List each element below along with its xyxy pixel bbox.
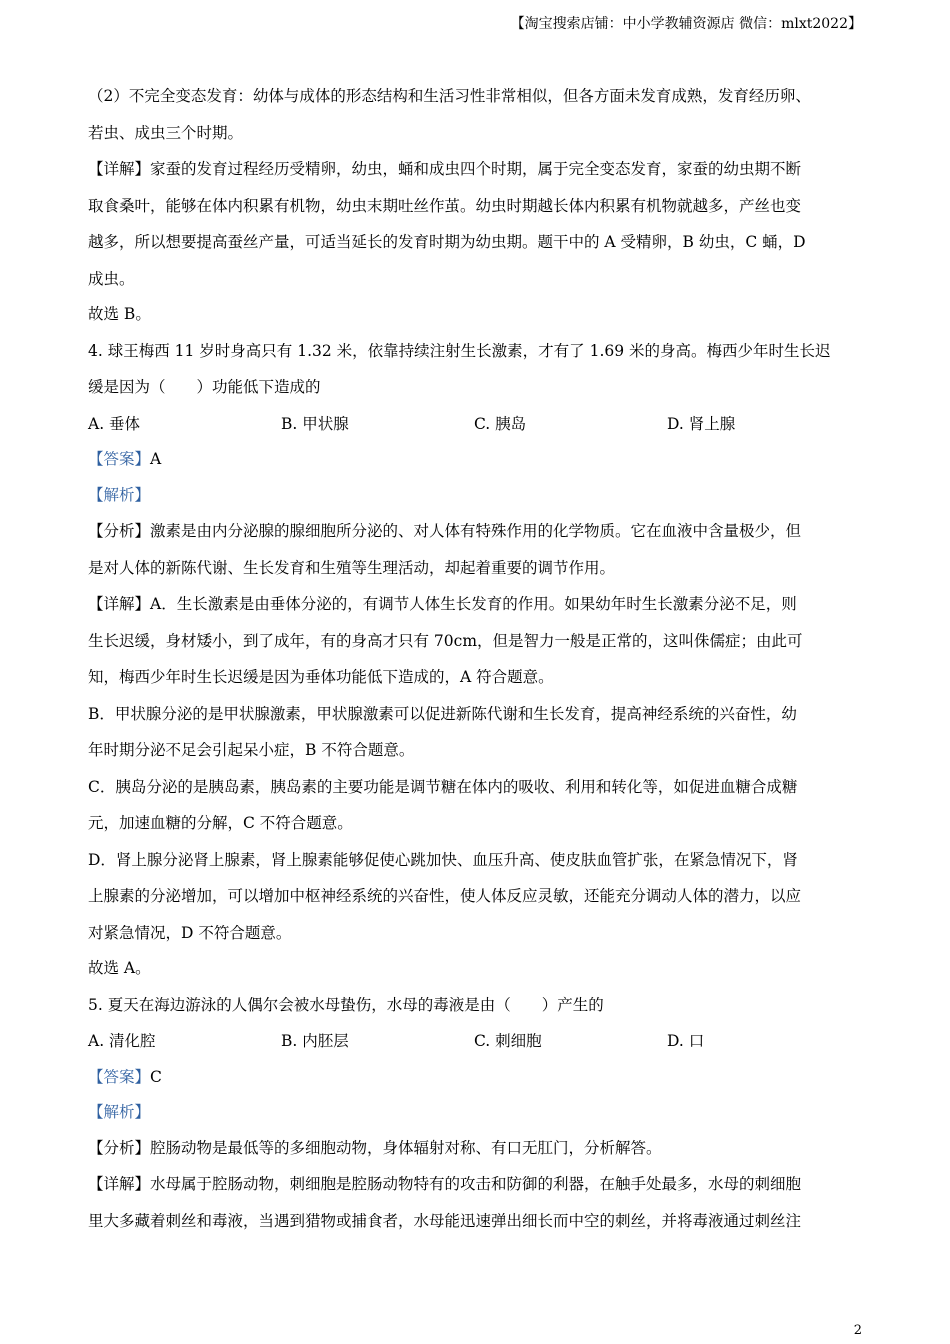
- analysis-line: 生长迟缓，身材矮小，到了成年，有的身高才只有 70cm，但是智力一般是正常的，这叫侏儒症；由此可: [88, 631, 803, 650]
- analysis-line: 【详解】水母属于腔肠动物，刺细胞是腔肠动物特有的攻击和防御的利器，在触手处最多，水母的刺细胞: [88, 1175, 802, 1193]
- option-b: B. 内胚层: [281, 1032, 349, 1050]
- text-line: 故选 B。: [88, 305, 151, 323]
- analysis-line: C．胰岛分泌的是胰岛素，胰岛素的主要功能是调节糖在体内的吸收、利用和转化等，如促进血糖合成糖: [88, 777, 798, 796]
- option-d: D. 口: [667, 1032, 705, 1050]
- analysis-line: 【详解】A．生长激素是由垂体分泌的，有调节人体生长发育的作用。如果幼年时生长激素分泌不足，则: [88, 595, 797, 613]
- option-c: C. 胰岛: [474, 414, 527, 433]
- analysis-tag: 【解析】: [88, 1103, 151, 1121]
- answer-value: A: [150, 450, 162, 468]
- analysis-tag: 【解析】: [88, 485, 151, 504]
- answer-line: [88, 1060, 860, 1096]
- question-5-stem: 5. 夏天在海边游泳的人偶尔会被水母蛰伤，水母的毒液是由（ ）产生的: [88, 995, 604, 1014]
- option-b: B. 甲状腺: [281, 414, 349, 433]
- analysis-line: 知，梅西少年时生长迟缓是因为垂体功能低下造成的，A 符合题意。: [88, 668, 554, 686]
- text-line: 取食桑叶，能够在体内积累有机物，幼虫末期吐丝作茧。幼虫时期越长体内积累有机物就越多，产丝也变: [88, 196, 802, 215]
- option-a: A. 清化腔: [88, 1032, 156, 1050]
- page-number: 2: [853, 1323, 862, 1338]
- answer-line: [88, 442, 860, 478]
- option-c: C. 刺细胞: [474, 1032, 542, 1050]
- question-4-stem: 缓是因为（ ）功能低下造成的: [88, 378, 321, 396]
- text-line: 越多，所以想要提高蚕丝产量，可适当延长的发育时期为幼虫期。题干中的 A 受精卵，B 幼虫，C 蛹，D: [88, 233, 806, 251]
- question-4-stem: 4. 球王梅西 11 岁时身高只有 1.32 米，依靠持续注射生长激素，才有了 1.69 米的身高。梅西少年时生长迟: [88, 341, 831, 360]
- analysis-line: D．肾上腺分泌肾上腺素，肾上腺素能够促使心跳加快、血压升高、使皮肤血管扩张，在紧急情况下，肾: [88, 850, 798, 869]
- analysis-line: 【分析】腔肠动物是最低等的多细胞动物，身体辐射对称、有口无肛门，分析解答。: [88, 1138, 662, 1157]
- question-4-options: [88, 406, 860, 443]
- page-header: 【淘宝搜索店铺：中小学教辅资源店 微信：mlxt2022】: [510, 16, 862, 32]
- document-body: [88, 78, 860, 1239]
- analysis-line: 是对人体的新陈代谢、生长发育和生殖等生理活动，却起着重要的调节作用。: [88, 558, 616, 577]
- option-d: D. 肾上腺: [667, 414, 736, 433]
- text-line: 成虫。: [88, 269, 135, 288]
- analysis-line: 故选 A。: [88, 959, 151, 977]
- text-line: 【详解】家蚕的发育过程经历受精卵，幼虫，蛹和成虫四个时期，属于完全变态发育，家蚕的幼虫期不断: [88, 160, 802, 178]
- option-a: A. 垂体: [88, 414, 141, 433]
- analysis-line: 对紧急情况，D 不符合题意。: [88, 923, 292, 942]
- analysis-line: 元，加速血糖的分解，C 不符合题意。: [88, 814, 353, 832]
- analysis-line: 年时期分泌不足会引起呆小症，B 不符合题意。: [88, 741, 415, 759]
- text-line: 若虫、成虫三个时期。: [88, 123, 244, 142]
- analysis-line: 【分析】激素是由内分泌腺的腺细胞所分泌的、对人体有特殊作用的化学物质。它在血液中含量极少，但: [88, 522, 802, 540]
- answer-tag: 【答案】: [88, 450, 151, 468]
- answer-tag: 【答案】: [88, 1067, 151, 1086]
- analysis-line: 上腺素的分泌增加，可以增加中枢神经系统的兴奋性，使人体反应灵敏，还能充分调动人体的潜力，以应: [88, 887, 802, 905]
- analysis-line: B．甲状腺分泌的是甲状腺激素，甲状腺激素可以促进新陈代谢和生长发育，提高神经系统的兴奋性，幼: [88, 704, 797, 723]
- text-line: （2）不完全变态发育：幼体与成体的形态结构和生活习性非常相似，但各方面未发育成熟，发育经历卵、: [88, 87, 811, 105]
- question-5-options: [88, 1023, 860, 1060]
- answer-value: C: [150, 1067, 162, 1086]
- analysis-line: 里大多藏着刺丝和毒液，当遇到猎物或捕食者，水母能迅速弹出细长而中空的刺丝，并将毒液通过刺丝注: [88, 1211, 802, 1230]
